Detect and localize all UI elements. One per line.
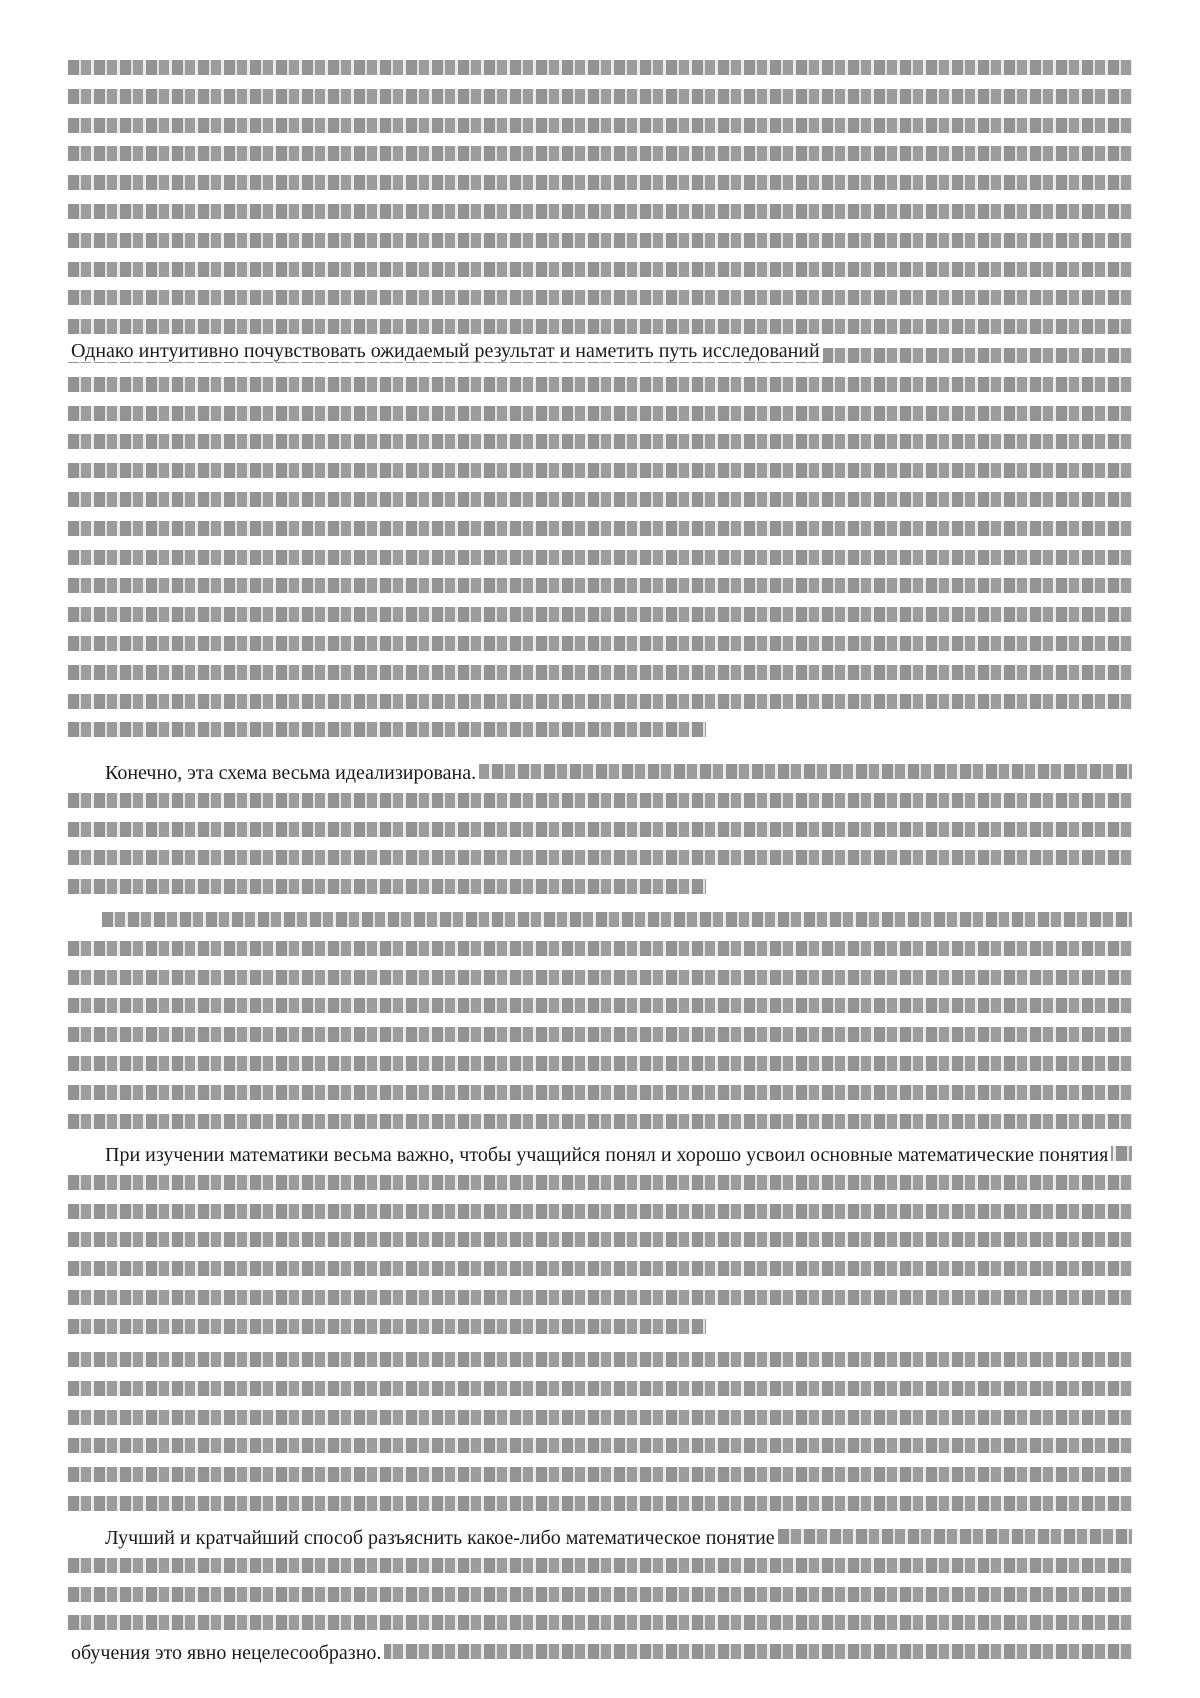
text-line	[68, 1290, 1132, 1305]
text-line	[68, 521, 1132, 536]
text-line	[102, 912, 1132, 927]
text-line	[68, 607, 1132, 622]
text-line	[68, 1352, 1132, 1367]
text-line	[68, 146, 1132, 161]
text-line	[68, 1467, 1132, 1482]
text-line	[68, 233, 1132, 248]
text-line	[68, 377, 1132, 392]
text-line	[68, 492, 1132, 507]
text-line	[68, 262, 1132, 277]
text-line	[68, 1496, 1132, 1511]
text-line	[68, 1056, 1132, 1071]
text-line	[68, 1027, 1132, 1042]
text-line	[68, 118, 1132, 133]
paragraph-4	[68, 1146, 1132, 1334]
text-line	[68, 1261, 1132, 1276]
text-line	[68, 850, 1132, 865]
text-line	[68, 722, 706, 737]
text-line	[68, 665, 1132, 680]
text-line	[68, 1587, 1132, 1602]
text-line	[68, 1204, 1132, 1219]
text-line	[68, 1319, 706, 1334]
text-line	[68, 1438, 1132, 1453]
text-line	[68, 550, 1132, 565]
fragment-5: обучения это явно нецелесообразно.	[68, 1642, 384, 1664]
text-line	[68, 879, 706, 894]
text-line	[68, 1232, 1132, 1247]
text-line	[68, 463, 1132, 478]
text-line	[68, 1558, 1132, 1573]
text-line	[68, 1114, 1132, 1129]
text-line	[68, 998, 1132, 1013]
text-line	[68, 60, 1132, 75]
text-line	[68, 694, 1132, 709]
text-line	[68, 970, 1132, 985]
text-line	[68, 290, 1132, 305]
text-line	[68, 636, 1132, 651]
text-line	[68, 204, 1132, 219]
paragraph-5	[68, 1352, 1132, 1511]
fragment-3: При изучении математики весьма важно, чтобы учащийся понял и хорошо усвоил основные математические понятия	[102, 1144, 1111, 1166]
text-line	[68, 1381, 1132, 1396]
text-line	[68, 578, 1132, 593]
text-line	[68, 793, 1132, 808]
text-line	[68, 89, 1132, 104]
paragraph-1	[68, 60, 1132, 737]
text-line	[68, 1410, 1132, 1425]
text-line	[68, 406, 1132, 421]
text-line	[68, 175, 1132, 190]
text-line	[68, 1175, 1132, 1190]
text-line	[68, 1085, 1132, 1100]
text-line	[68, 434, 1132, 449]
fragment-2: Конечно, эта схема весьма идеализирована.	[102, 762, 479, 784]
text-line	[68, 319, 1132, 334]
text-line	[68, 941, 1132, 956]
fragment-4: Лучший и кратчайший способ разъяснить какое-либо математическое понятие	[102, 1527, 778, 1549]
text-line	[68, 822, 1132, 837]
fragment-1: Однако интуитивно почувствовать ожидаемый результат и наметить путь исследований	[68, 340, 823, 362]
paragraph-3	[68, 912, 1132, 1129]
text-line	[68, 1615, 1132, 1630]
